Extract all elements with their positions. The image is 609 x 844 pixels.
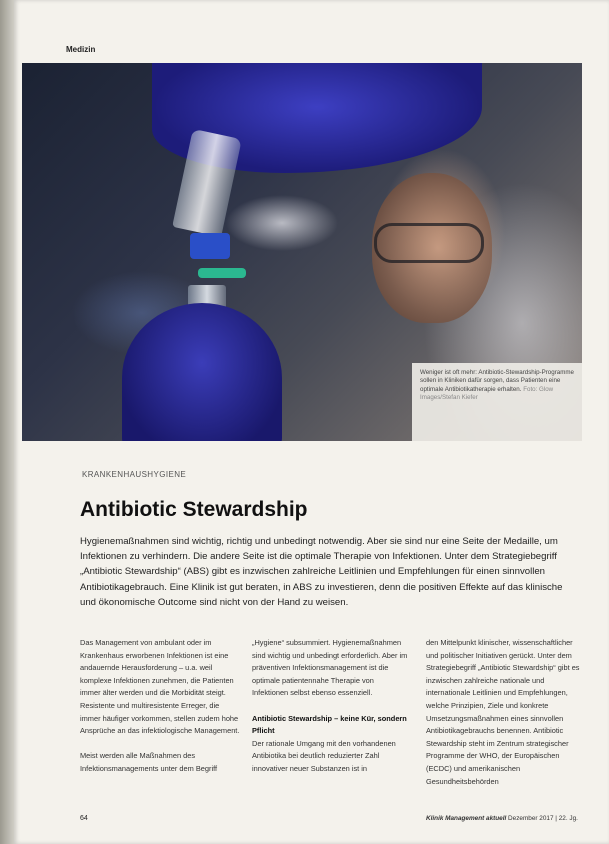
body-column-3 [426, 637, 586, 801]
article-kicker: KRANKENHAUSHYGIENE [82, 470, 187, 479]
body-column-2 [252, 637, 412, 788]
body-paragraph: den Mittelpunkt klinischer, wissenschaftlicher und politischer Initiativen gerückt. Unter dem Strategiebegriff „Antibiotic Stewardship“ gibt es inzwischen zahlreiche nationale und internationale Leitlinien und Empfehlungen, welche Prinzipien, Ziele und konkrete Umsetzungsmaßnahmen eines sinnvollen Antibiotikagebrauchs benennen. Antibiotic Stewardship steht im Zentrum strategischer Programme der WHO, der Europäischen (ECDC) und amerikanischen Gesundheitsbehörden [426, 638, 580, 786]
article-title: Antibiotic Stewardship [80, 498, 308, 521]
page-spine [0, 0, 14, 844]
subheading: Antibiotic Stewardship – keine Kür, sondern Pflicht [252, 713, 407, 736]
page-number: 64 [80, 815, 88, 822]
photo-caption [412, 363, 582, 441]
body-column-1 [80, 637, 240, 788]
photo-credit: Foto: Glow Images/Stefan Kiefer [420, 385, 554, 402]
article-photo [22, 63, 582, 441]
safety-glasses-graphic [374, 223, 484, 263]
body-paragraph: „Hygiene“ subsummiert. Hygienemaßnahmen sind wichtig und unbedingt erforderlich. Aber im präventiven Infektionsmanagement ist die optimale patientennahe Therapie von Infektionen selbst ebenso essenziell. [252, 638, 408, 698]
body-paragraph: Das Management von ambulant oder im Krankenhaus erworbenen Infektionen ist eine andauernde Herausforderung – u.a. weil komplexe Infektionen zunehmen, die Patienten immer älter werden und die Morbidität steigt. Resistente und multiresistente Erreger, die immer häufiger vorkommen, stellen zudem hohe Ansprüche an das infektiologische Management. [80, 638, 240, 736]
footer-publication [426, 815, 596, 822]
magazine-name: Klinik Management aktuell [426, 815, 507, 822]
body-paragraph: Meist werden alle Maßnahmen des Infektionsmanagements unter dem Begriff [80, 751, 218, 773]
section-label: Medizin [66, 45, 96, 54]
caption-text: Weniger ist oft mehr: Antibiotic-Stewardship-Programme sollen in Kliniken dafür sorgen, dass Patienten eine optimale Antibiotikatherapie erhalten. [420, 369, 574, 393]
vial-ring-graphic [198, 268, 246, 278]
article-lead: Hygienemaßnahmen sind wichtig, richtig und unbedingt notwendig. Aber sie sind nur eine Seite der Medaille, um Infektionen zu verhindern. Die andere Seite ist die optimale Therapie von Infektionen. Unter dem Strategiebegriff „Antibiotic Stewardship“ (ABS) gibt es inzwischen zahlreiche Leitlinien und Empfehlungen für einen sinnvollen Antibiotikagebrauch. Eine Klinik ist gut beraten, in ABS zu investieren, denn die positiven Effekte auf das klinische und ökonomische Outcome sind nicht von der Hand zu weisen. [80, 536, 563, 608]
glove-bottom-graphic [122, 303, 282, 441]
vial-cap-graphic [190, 233, 230, 259]
issue-date: Dezember 2017 | 22. Jg. [508, 815, 578, 822]
body-paragraph: Der rationale Umgang mit den vorhandenen Antibiotika bei deutlich reduzierter Zahl innovativer neuer Substanzen ist in [252, 738, 396, 773]
